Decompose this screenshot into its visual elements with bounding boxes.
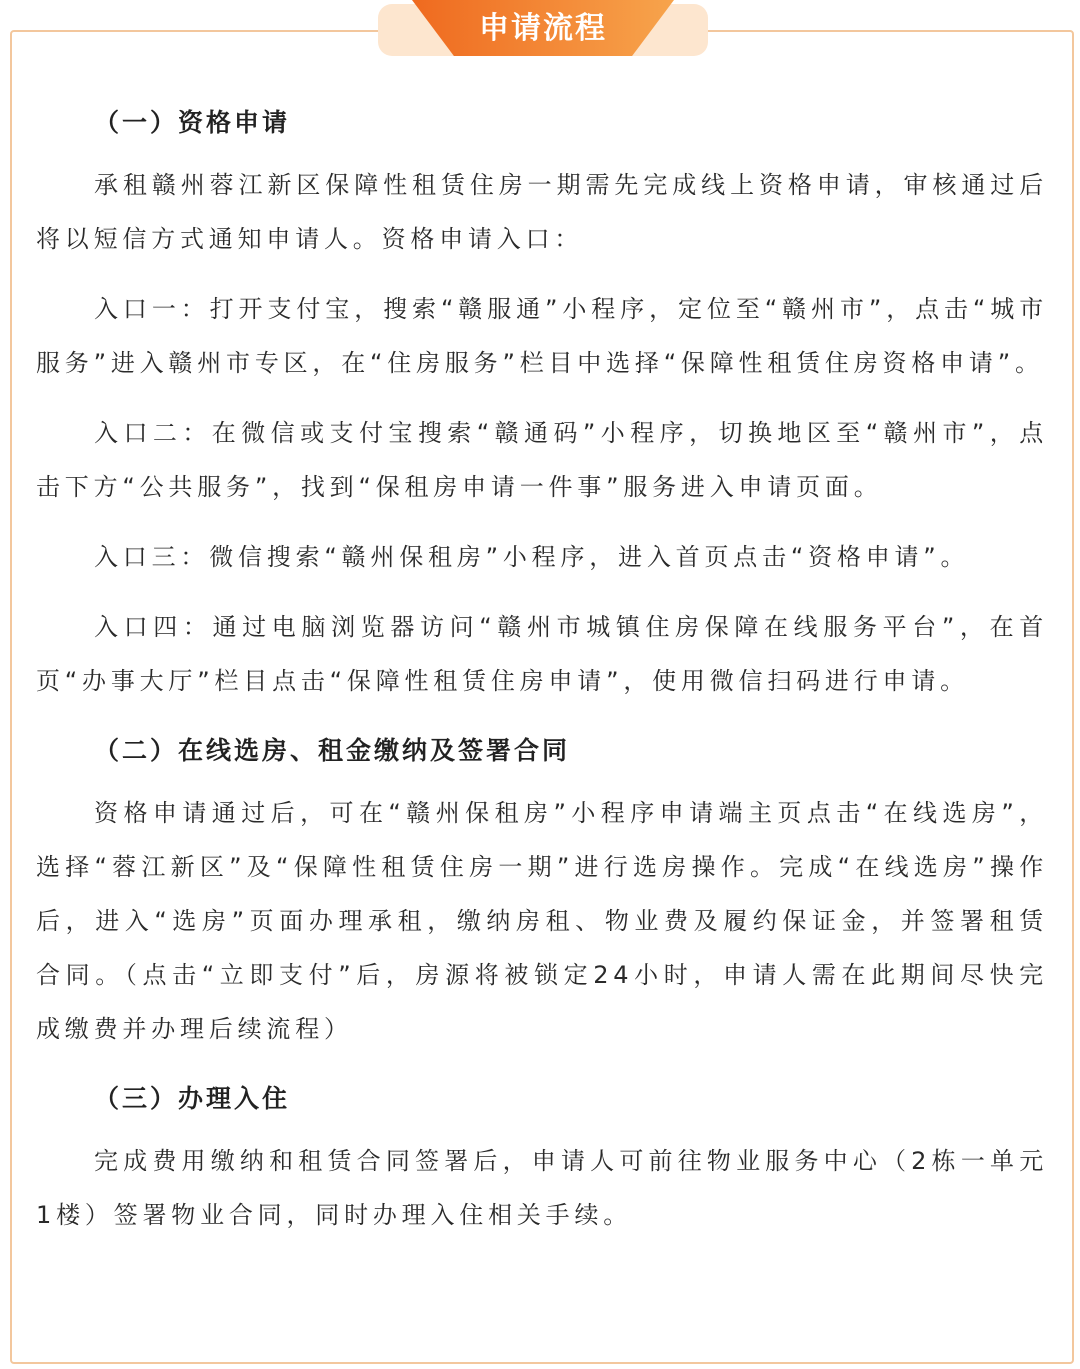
section-heading-checkin: （三）办理入住 [94, 1084, 291, 1113]
paragraph-entry-2: 入口二：在微信或支付宝搜索“赣通码”小程序，切换地区至“赣州市”，点击下方“公共服务”，找到“保租房申请一件事”服务进入申请页面。 [36, 419, 1048, 501]
section-banner [378, 0, 708, 58]
paragraph-checkin: 完成费用缴纳和租赁合同签署后，申请人可前往物业服务中心（2栋一单元1楼）签署物业合同，同时办理入住相关手续。 [36, 1147, 1048, 1229]
section-heading-selection: （二）在线选房、租金缴纳及签署合同 [94, 736, 571, 765]
paragraph-selection: 资格申请通过后，可在“赣州保租房”小程序申请端主页点击“在线选房”，选择“蓉江新区”及“保障性租赁住房一期”进行选房操作。完成“在线选房”操作后，进入“选房”页面办理承租，缴纳房租、物业费及履约保证金，并签署租赁合同。（点击“立即支付”后，房源将被锁定24小时，申请人需在此期间尽快完成缴费并办理后续流程） [36, 799, 1048, 1043]
section-heading-qualification: （一）资格申请 [94, 108, 291, 137]
banner-title: 申请流程 [479, 11, 607, 46]
article-body [36, 96, 1048, 1258]
paragraph-entry-4: 入口四：通过电脑浏览器访问“赣州市城镇住房保障在线服务平台”，在首页“办事大厅”栏目点击“保障性租赁住房申请”，使用微信扫码进行申请。 [36, 613, 1048, 695]
paragraph-entry-1: 入口一：打开支付宝，搜索“赣服通”小程序，定位至“赣州市”，点击“城市服务”进入赣州市专区，在“住房服务”栏目中选择“保障性租赁住房资格申请”。 [36, 295, 1048, 377]
paragraph-intro: 承租赣州蓉江新区保障性租赁住房一期需先完成线上资格申请，审核通过后将以短信方式通知申请人。资格申请入口： [36, 171, 1048, 253]
paragraph-entry-3: 入口三：微信搜索“赣州保租房”小程序，进入首页点击“资格申请”。 [94, 543, 970, 571]
